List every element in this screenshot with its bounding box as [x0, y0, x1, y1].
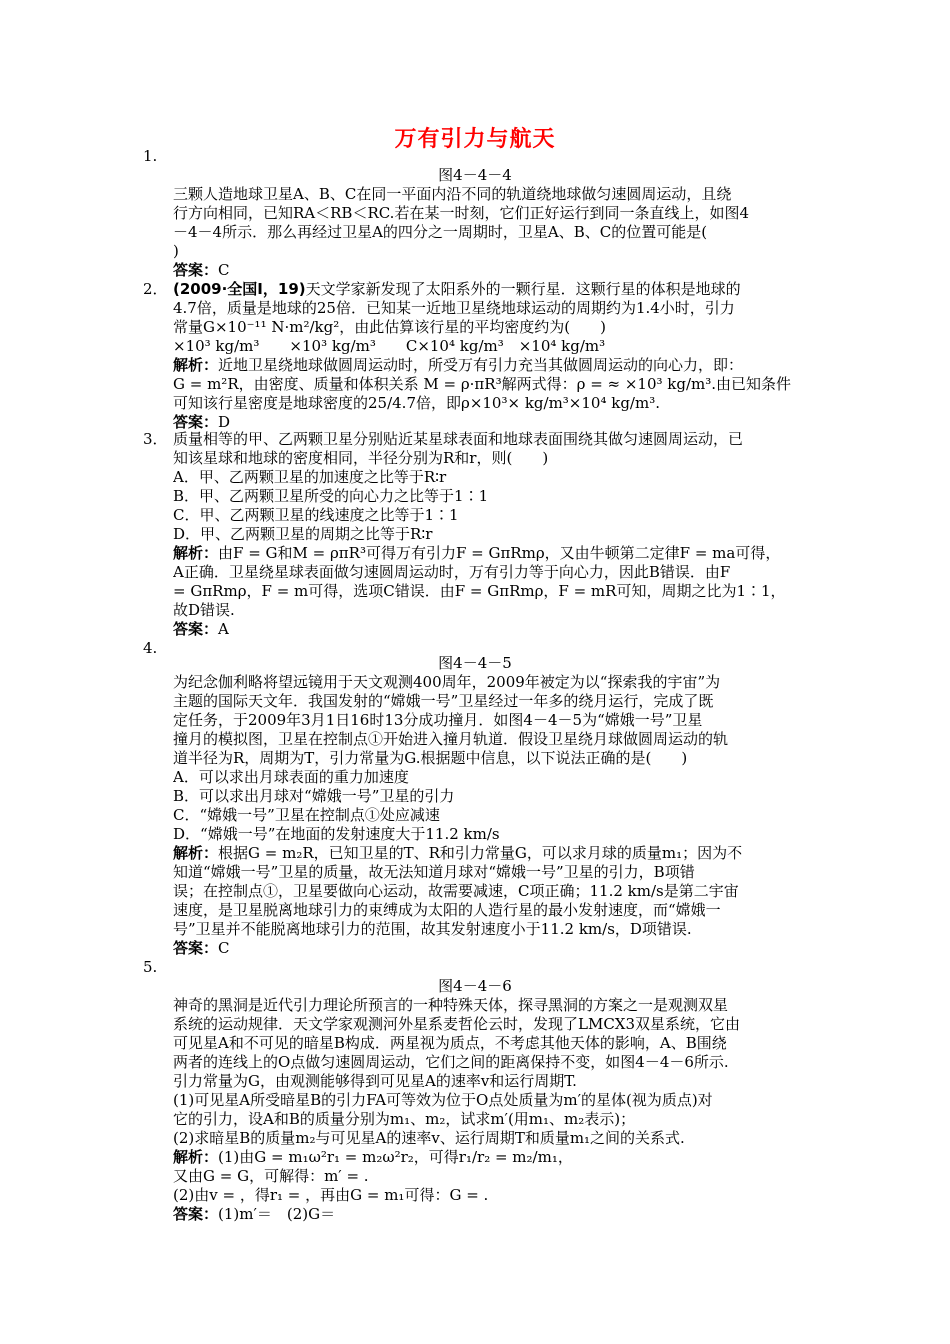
- question-2-stem-text: 天文学家新发现了太阳系外的一颗行星．这颗行星的体积是地球的: [305, 280, 741, 298]
- question-4-analysis-line: 号”卫星并不能脱离地球引力的范围，故其发射速度小于11.2 km/s，D项错误.: [173, 920, 692, 938]
- question-3-number: 3．: [143, 430, 168, 448]
- question-5-stem-line: 引力常量为G，由观测能够得到可见星A的速率v和运行周期T.: [173, 1072, 577, 1090]
- question-2-stem-line: 常量G×10⁻¹¹ N·m²/kg²，由此估算该行星的平均密度约为( ): [173, 318, 606, 336]
- answer-value: D: [218, 413, 231, 431]
- question-1-stem-line: －4－4所示．那么再经过卫星A的四分之一周期时，卫星A、B、C的位置可能是(: [173, 223, 708, 241]
- question-4-analysis-line: [173, 844, 813, 863]
- question-5-stem-line: 系统的运动规律．天文学家观测河外星系麦哲伦云时，发现了LMCX3双星系统，它由: [173, 1015, 741, 1033]
- answer-value: C: [218, 261, 230, 279]
- question-3-option: A．甲、乙两颗卫星的加速度之比等于R∶r: [173, 468, 447, 486]
- analysis-label: 解析：: [173, 1148, 219, 1166]
- answer-value: A: [218, 620, 229, 638]
- question-4-answer: [173, 939, 813, 958]
- question-5-stem-line: 可见星A和不可见的暗星B构成．两星视为质点，不考虑其他天体的影响，A、B围绕: [173, 1034, 727, 1052]
- question-4-analysis-line: 知道“嫦娥一号”卫星的质量，故无法知道月球对“嫦娥一号”卫星的引力，B项错: [173, 863, 695, 881]
- answer-label: 答案：: [173, 620, 219, 638]
- question-5-stem-line: 两者的连线上的O点做匀速圆周运动，它们之间的距离保持不变，如图4－4－6所示.: [173, 1053, 729, 1071]
- analysis-text: 近地卫星绕地球做圆周运动时，所受万有引力充当其做圆周运动的向心力，即：: [218, 356, 744, 374]
- question-3-stem-line: 知该星球和地球的密度相同，半径分别为R和r，则( ): [173, 449, 549, 467]
- question-3-analysis-line: = GπRmρ，F = m可得，选项C错误．由F = GπRmρ，F = mR可知，周期之比为1∶1，: [173, 582, 786, 600]
- question-2-analysis-line: G = m²R，由密度、质量和体积关系 M = ρ·πR³解两式得：ρ = ≈ ×10³ kg/m³.由已知条件: [173, 375, 792, 393]
- question-2-analysis-line: [173, 356, 813, 375]
- question-5-number: 5.: [143, 958, 158, 976]
- question-4-stem-line: 定任务，于2009年3月1日16时13分成功撞月．如图4－4－5为“嫦娥一号”卫星: [173, 711, 703, 729]
- question-4-option: B．可以求出月球对“嫦娥一号”卫星的引力: [173, 787, 455, 805]
- question-4-option: A．可以求出月球表面的重力加速度: [173, 768, 409, 786]
- figure-caption-2: 图4－4－5: [438, 654, 512, 672]
- question-1-stem-line: ): [173, 242, 179, 260]
- question-3-analysis-line: [173, 544, 813, 563]
- question-5-stem-line: 它的引力，设A和B的质量分别为m₁、m₂，试求m′(用m₁、m₂表示)；: [173, 1110, 636, 1128]
- question-4-stem-line: 为纪念伽利略将望远镜用于天文观测400周年，2009年被定为以“探索我的宇宙”为: [173, 673, 721, 691]
- answer-label: 答案：: [173, 939, 219, 957]
- question-5-analysis-line: (2)由v = ，得r₁ = ，再由G = m₁可得：G = .: [173, 1186, 489, 1204]
- question-4-stem-line: 撞月的模拟图，卫星在控制点①开始进入撞月轨道．假设卫星绕月球做圆周运动的轨: [173, 730, 729, 748]
- analysis-label: 解析：: [173, 356, 219, 374]
- answer-label: 答案：: [173, 1205, 219, 1223]
- answer-value: (1)m′＝ (2)G＝: [218, 1205, 336, 1223]
- figure-caption-1: 图4－4－4: [438, 166, 512, 184]
- page-title: 万有引力与航天: [394, 127, 556, 152]
- question-5-stem-line: (1)可见星A所受暗星B的引力FA可等效为位于O点处质量为m′的星体(视为质点)对: [173, 1091, 713, 1109]
- question-1-stem-line: 行方向相同，已知RA＜RB＜RC.若在某一时刻，它们正好运行到同一条直线上，如图4: [173, 204, 749, 222]
- answer-value: C: [218, 939, 230, 957]
- answer-label: 答案：: [173, 413, 219, 431]
- analysis-text: (1)由G = m₁ω²r₁ = m₂ω²r₂，可得r₁/r₂ = m₂/m₁，: [218, 1148, 573, 1166]
- question-2-number: 2．: [143, 280, 168, 298]
- question-1-answer: [173, 261, 813, 280]
- question-3-option: B．甲、乙两颗卫星所受的向心力之比等于1∶1: [173, 487, 489, 505]
- question-source: (2009·全国Ⅰ，19): [173, 280, 306, 298]
- analysis-label: 解析：: [173, 844, 219, 862]
- question-5-stem-line: (2)求暗星B的质量m₂与可见星A的速率v、运行周期T和质量m₁之间的关系式.: [173, 1129, 685, 1147]
- question-4-number: 4.: [143, 639, 158, 657]
- question-2-analysis-line: 可知该行星密度是地球密度的25/4.7倍，即ρ×10³× kg/m³×10⁴ kg/m³.: [173, 394, 660, 412]
- question-3-answer: [173, 620, 813, 639]
- question-3-option: C．甲、乙两颗卫星的线速度之比等于1∶1: [173, 506, 459, 524]
- question-1-number: 1.: [143, 147, 158, 165]
- question-4-analysis-line: 速度，是卫星脱离地球引力的束缚成为太阳的人造行星的最小发射速度，而“嫦娥一: [173, 901, 721, 919]
- question-3-analysis-line: A正确．卫星绕星球表面做匀速圆周运动时，万有引力等于向心力，因此B错误．由F: [173, 563, 731, 581]
- question-5-answer: [173, 1205, 813, 1224]
- question-4-analysis-line: 误；在控制点①，卫星要做向心运动，故需要减速，C项正确；11.2 km/s是第二宇宙: [173, 882, 739, 900]
- question-3-option: D．甲、乙两颗卫星的周期之比等于R∶r: [173, 525, 433, 543]
- question-4-stem-line: 道半径为R，周期为T，引力常量为G.根据题中信息，以下说法正确的是( ): [173, 749, 688, 767]
- question-4-option: D．“嫦娥一号”在地面的发射速度大于11.2 km/s: [173, 825, 500, 843]
- question-2-stem-line: [173, 280, 813, 299]
- answer-label: 答案：: [173, 261, 219, 279]
- question-1-stem-line: 三颗人造地球卫星A、B、C在同一平面内沿不同的轨道绕地球做匀速圆周运动，且绕: [173, 185, 732, 203]
- question-3-analysis-line: 故D错误.: [173, 601, 235, 619]
- question-3-stem-line: 质量相等的甲、乙两颗卫星分别贴近某星球表面和地球表面围绕其做匀速圆周运动，已: [173, 430, 744, 448]
- analysis-text: 由F = G和M = ρπR³可得万有引力F = GπRmρ，又由牛顿第二定律F = ma可得，: [218, 544, 781, 562]
- question-4-stem-line: 主题的国际天文年．我国发射的“嫦娥一号”卫星经过一年多的绕月运行，完成了既: [173, 692, 714, 710]
- question-5-analysis-line: [173, 1148, 813, 1167]
- question-5-stem-line: 神奇的黑洞是近代引力理论所预言的一种特殊天体，探寻黑洞的方案之一是观测双星: [173, 996, 729, 1014]
- question-2-stem-line: 4.7倍，质量是地球的25倍．已知某一近地卫星绕地球运动的周期约为1.4小时，引力: [173, 299, 735, 317]
- question-4-option: C．“嫦娥一号”卫星在控制点①处应减速: [173, 806, 440, 824]
- figure-caption-3: 图4－4－6: [438, 977, 512, 995]
- analysis-text: 根据G = m₂R，已知卫星的T、R和引力常量G，可以求月球的质量m₁；因为不: [218, 844, 743, 862]
- analysis-label: 解析：: [173, 544, 219, 562]
- question-2-options: ×10³ kg/m³ ×10³ kg/m³ C×10⁴ kg/m³ ×10⁴ kg/m³: [173, 337, 606, 355]
- question-5-analysis-line: 又由G = G，可解得：m′ = .: [173, 1167, 369, 1185]
